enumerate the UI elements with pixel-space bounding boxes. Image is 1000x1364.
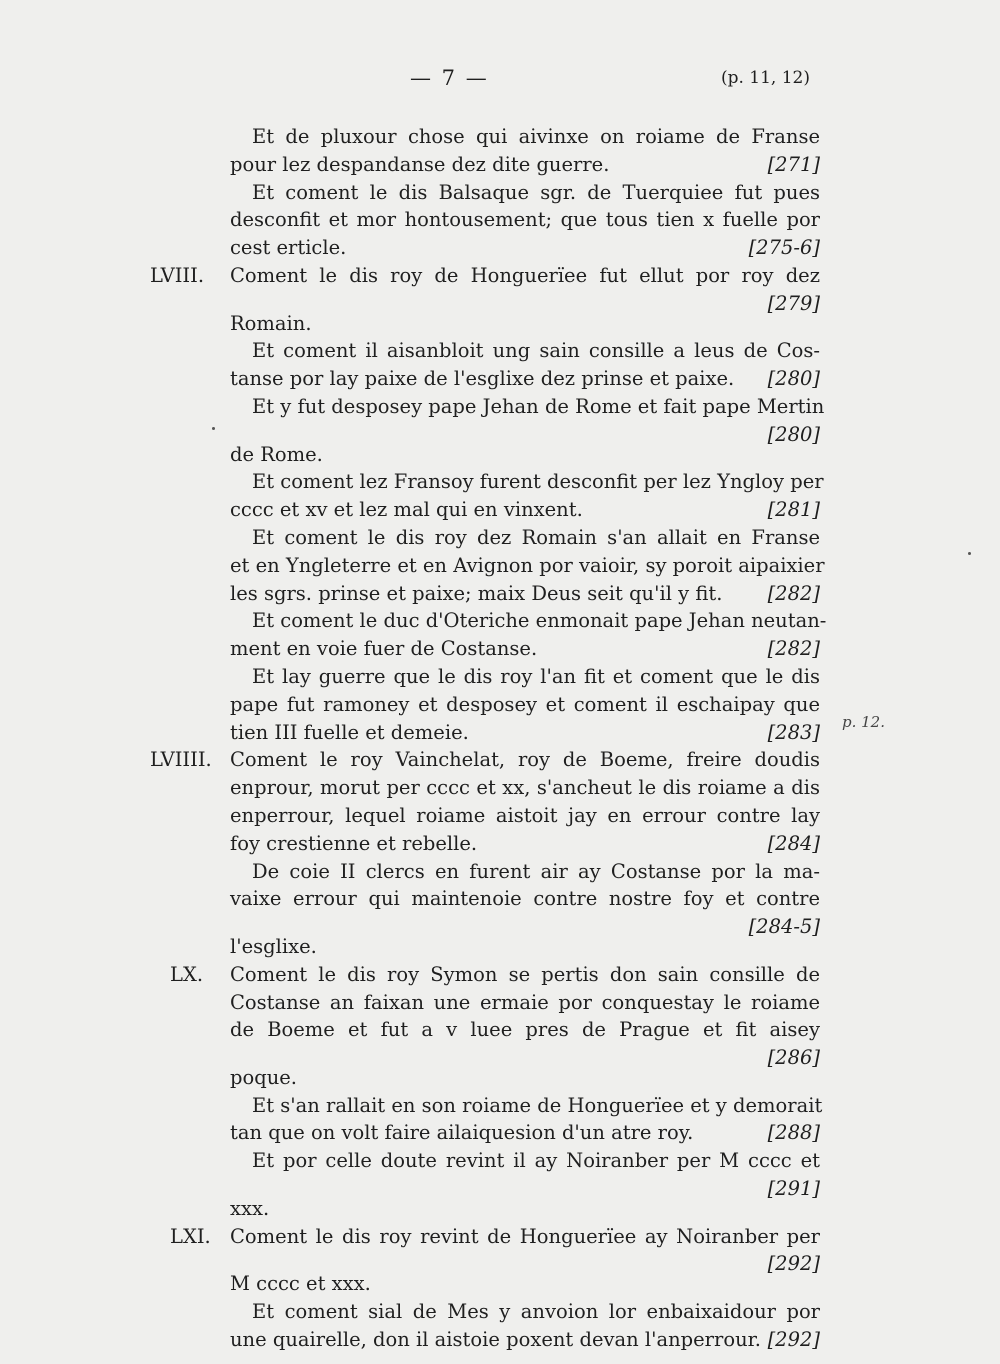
page-number: — 7 — [410, 66, 489, 90]
entry-line: Et coment le dis Balsaque sgr. de Tuerquiee fut pues [252, 180, 820, 204]
entry-line: tien III fuelle et demeie. [230, 720, 469, 744]
entry-line: enprour, morut per cccc et xx, s'ancheut le dis roiame a dis [230, 776, 820, 800]
entry-line: Et coment sial de Mes y anvoion lor enbaixaidour por [252, 1300, 820, 1324]
entry-line: De coie II clercs en furent air ay Costanse por la ma- [252, 859, 820, 883]
ink-speck [212, 427, 215, 430]
entry [150, 607, 827, 663]
entry-number: LVIIII. [150, 748, 212, 772]
numbered-entry [150, 746, 820, 857]
numbered-entry [150, 262, 820, 337]
table-of-contents-text [150, 123, 827, 1354]
entry-line: pour lez despandanse dez dite guerre. [230, 152, 610, 176]
entry-line: pape fut ramoney et desposey et coment il eschaipay que [230, 692, 820, 716]
entry-line: de Boeme et fut a v luee pres de Prague et fit aisey [230, 1018, 820, 1042]
entry-line: et en Yngleterre et en Avignon por vaioir, sy poroit aipaixier [230, 553, 825, 577]
entry [150, 1147, 820, 1222]
entry [150, 663, 820, 746]
entry-line: Coment le dis roy Symon se pertis don sain consille de [230, 962, 820, 986]
entry [150, 468, 824, 524]
page-reference-bracket: [275-6] [748, 236, 820, 260]
page-reference-bracket: [284] [767, 831, 820, 855]
entry-line: Et coment il aisanbloit ung sain consille a leus de Cos- [252, 339, 820, 363]
entry-line: M cccc et xxx. [230, 1272, 371, 1296]
entry-line: Et y fut desposey pape Jehan de Rome et fait pape Mertin [252, 394, 825, 418]
numbered-entry [150, 961, 820, 1092]
page-reference-bracket: [280] [767, 422, 820, 446]
entry-line: poque. [230, 1065, 298, 1089]
entry-line: Et s'an rallait en son roiame de Honguerïee et y demorait [252, 1093, 823, 1117]
page-reference-bracket: [284-5] [748, 915, 820, 939]
entry-line: foy crestienne et rebelle. [230, 831, 478, 855]
page-reference-bracket: [279] [767, 291, 820, 315]
entry-number: LX. [170, 962, 204, 986]
entry-line: Coment le dis roy revint de Honguerïee ay Noiranber per [230, 1224, 820, 1248]
page-reference-bracket: [280] [767, 367, 820, 391]
entry-line: vaixe errour qui maintenoie contre nostre foy et contre [230, 887, 820, 911]
entry-line: xxx. [230, 1196, 270, 1220]
entry-line: Costanse an faixan une ermaie por conquestay le roiame [230, 990, 820, 1014]
entry-line: enperrour, lequel roiame aistoit jay en errour contre lay [230, 803, 820, 827]
entry [150, 1298, 820, 1354]
entry-line: cccc et xv et lez mal qui en vinxent. [230, 498, 583, 522]
entry-line: cest erticle. [230, 236, 347, 260]
ink-speck [968, 552, 971, 555]
entry-line: Coment le dis roy de Honguerïee fut ellut por roy dez [230, 263, 820, 287]
entry-line: les sgrs. prinse et paixe; maix Deus seit qu'il y fit. [230, 581, 723, 605]
entry-number: LXI. [170, 1224, 211, 1248]
entry-line: Coment le roy Vainchelat, roy de Boeme, freire doudis [230, 748, 820, 772]
entry [150, 337, 820, 393]
entry-line: une quairelle, don il aistoie poxent devan l'anperrour. [230, 1327, 762, 1351]
page-reference-bracket: [281] [767, 498, 820, 522]
page-reference-bracket: [291] [767, 1177, 820, 1201]
page-reference-bracket: [286] [767, 1046, 820, 1070]
page-reference: (p. 11, 12) [720, 68, 810, 88]
entry-line: Et coment lez Fransoy furent desconfit per lez Yngloy per [252, 470, 824, 494]
entry-number: LVIII. [150, 263, 205, 287]
page-reference-bracket: [271] [767, 152, 820, 176]
page-reference-bracket: [283] [767, 720, 820, 744]
entry [150, 858, 820, 961]
running-head [0, 66, 1000, 96]
margin-note: p. 12. [842, 713, 885, 731]
numbered-entry [150, 1223, 820, 1298]
entry-line: de Rome. [230, 442, 323, 466]
entry-line: Et por celle doute revint il ay Noiranber per M cccc et [252, 1149, 820, 1173]
entry [150, 524, 825, 607]
entry [150, 1092, 823, 1148]
entry-line: tan que on volt faire ailaiquesion d'un atre roy. [230, 1121, 694, 1145]
entry-line: Et de pluxour chose qui aivinxe on roiame de Franse [252, 125, 820, 148]
page-reference-bracket: [292] [767, 1327, 820, 1351]
entry [150, 179, 820, 262]
entry [150, 123, 820, 179]
entry-line: Romain. [230, 311, 312, 335]
page-reference-bracket: [292] [767, 1252, 820, 1276]
entry-line: tanse por lay paixe de l'esglixe dez prinse et paixe. [230, 367, 735, 391]
page-reference-bracket: [288] [767, 1121, 820, 1145]
entry-line: Et coment le dis roy dez Romain s'an allait en Franse [252, 525, 820, 549]
entry-line: l'esglixe. [230, 934, 317, 958]
entry [150, 393, 825, 468]
page-reference-bracket: [282] [767, 581, 820, 605]
page-reference-bracket: [282] [767, 637, 820, 661]
entry-line: Et lay guerre que le dis roy l'an fit et coment que le dis [252, 664, 820, 688]
entry-line: Et coment le duc d'Oteriche enmonait pape Jehan neutan- [252, 609, 827, 633]
entry-line: desconfit et mor hontousement; que tous tien x fuelle por [230, 208, 820, 232]
entry-line: ment en voie fuer de Costanse. [230, 637, 538, 661]
